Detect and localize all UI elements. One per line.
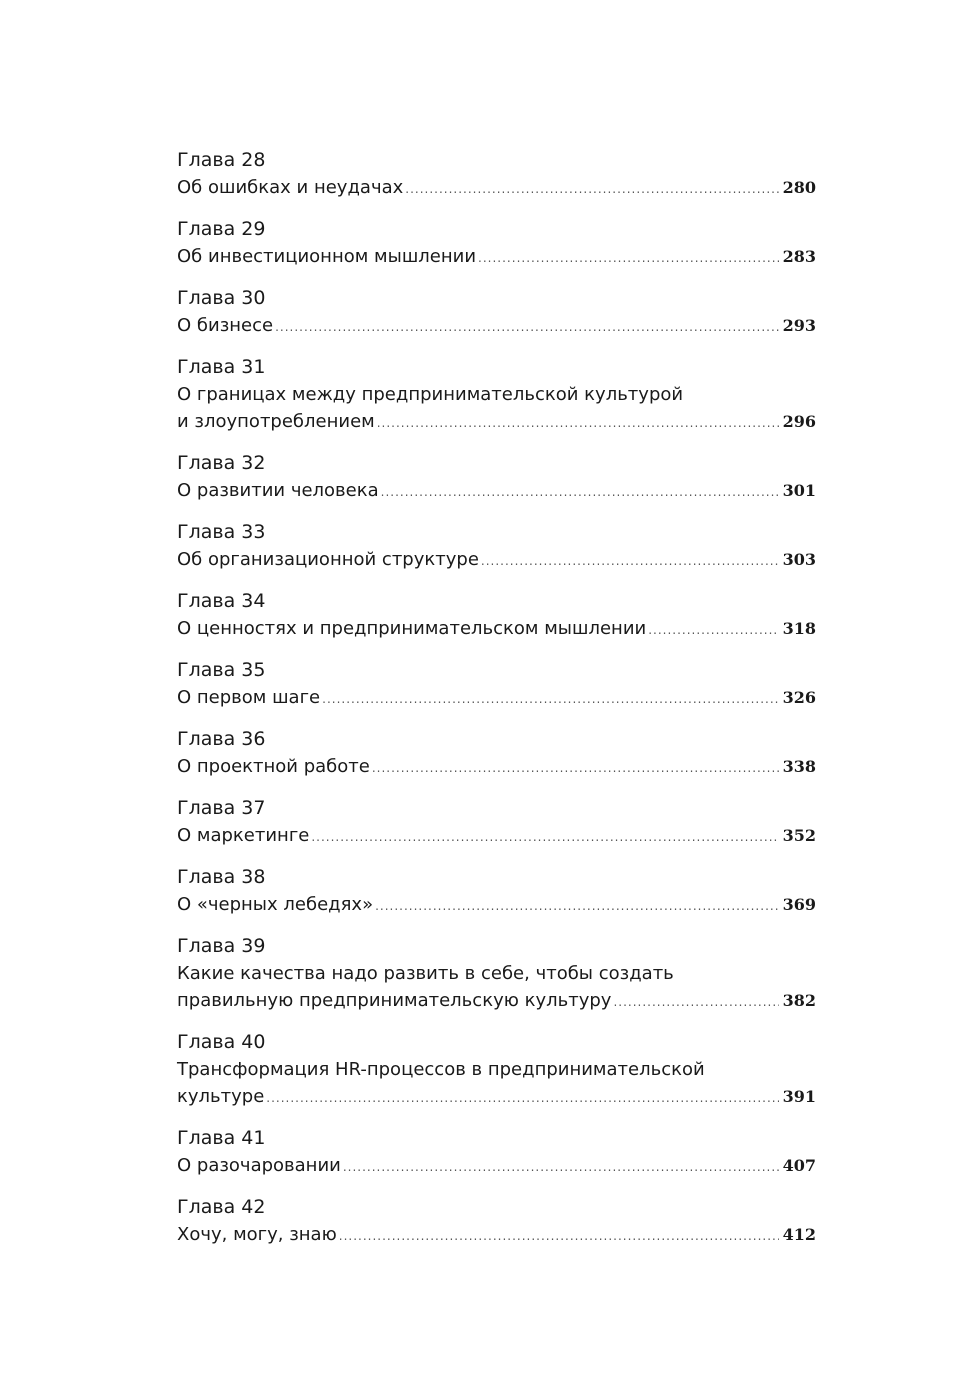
toc-entry[interactable] (177, 864, 816, 918)
dot-leader (322, 686, 778, 713)
chapter-title: Об организационной структуре (177, 549, 479, 570)
chapter-title: Об инвестиционном мышлении (177, 246, 477, 267)
page-number: 391 (782, 1087, 816, 1106)
chapter-title-line (177, 243, 816, 270)
page-number: 301 (782, 481, 816, 500)
chapter-title-first-line: Какие качества надо развить в себе, чтобы создать (177, 963, 674, 984)
toc-entry[interactable] (177, 933, 816, 1014)
chapter-number: Глава 39 (177, 935, 266, 957)
chapter-number: Глава 42 (177, 1196, 266, 1218)
toc-entry[interactable] (177, 726, 816, 780)
chapter-title-first-line: Трансформация HR-процессов в предпринимательской (177, 1059, 705, 1080)
dot-leader (405, 176, 778, 203)
dot-leader (613, 989, 778, 1016)
chapter-number: Глава 41 (177, 1127, 266, 1149)
page-number: 293 (782, 316, 816, 335)
chapter-title-line (177, 174, 816, 201)
dot-leader (481, 548, 779, 575)
toc-entry[interactable] (177, 795, 816, 849)
chapter-title: О «черных лебедях» (177, 894, 374, 915)
dot-leader (375, 893, 779, 920)
page-number: 303 (782, 550, 816, 569)
chapter-title-line (177, 615, 816, 642)
page-number: 382 (782, 991, 816, 1010)
chapter-number: Глава 28 (177, 149, 266, 171)
chapter-title-line (177, 891, 816, 918)
toc-entry[interactable] (177, 147, 816, 201)
page-number: 318 (782, 619, 816, 638)
toc-entry[interactable] (177, 1194, 816, 1248)
dot-leader (275, 314, 779, 341)
dot-leader (339, 1223, 779, 1250)
chapter-title: О проектной работе (177, 756, 370, 777)
page-number: 412 (782, 1225, 816, 1244)
toc-entry[interactable] (177, 1125, 816, 1179)
chapter-title-line (177, 312, 816, 339)
chapter-number: Глава 32 (177, 452, 266, 474)
chapter-title-line (177, 1152, 816, 1179)
chapter-title: культуре (177, 1086, 265, 1107)
page-number: 280 (782, 178, 816, 197)
chapter-title: О бизнесе (177, 315, 274, 336)
page-number: 338 (782, 757, 816, 776)
toc-entry[interactable] (177, 588, 816, 642)
table-of-contents (177, 147, 816, 1263)
chapter-title-line (177, 477, 816, 504)
page-number: 407 (782, 1156, 816, 1175)
toc-entry[interactable] (177, 285, 816, 339)
chapter-title-line (177, 987, 816, 1014)
chapter-title: Об ошибках и неудачах (177, 177, 404, 198)
chapter-number: Глава 38 (177, 866, 266, 888)
dot-leader (311, 824, 778, 851)
toc-entry[interactable] (177, 354, 816, 435)
chapter-title: Хочу, могу, знаю (177, 1224, 337, 1245)
dot-leader (372, 755, 779, 782)
chapter-title: О первом шаге (177, 687, 321, 708)
chapter-title: О развитии человека (177, 480, 379, 501)
chapter-title: и злоупотреблением (177, 411, 375, 432)
page-number: 352 (782, 826, 816, 845)
chapter-number: Глава 29 (177, 218, 266, 240)
chapter-title-line (177, 1083, 816, 1110)
chapter-number: Глава 34 (177, 590, 266, 612)
dot-leader (266, 1085, 778, 1112)
chapter-title-first-line: О границах между предпринимательской культурой (177, 384, 684, 405)
chapter-number: Глава 40 (177, 1031, 266, 1053)
chapter-title-line (177, 822, 816, 849)
dot-leader (648, 617, 778, 644)
page-number: 369 (782, 895, 816, 914)
dot-leader (381, 479, 779, 506)
chapter-title-line (177, 546, 816, 573)
chapter-number: Глава 33 (177, 521, 266, 543)
chapter-title-line (177, 753, 816, 780)
page-number: 296 (782, 412, 816, 431)
chapter-number: Глава 35 (177, 659, 266, 681)
chapter-number: Глава 37 (177, 797, 266, 819)
toc-entry[interactable] (177, 657, 816, 711)
chapter-number: Глава 36 (177, 728, 266, 750)
toc-entry[interactable] (177, 450, 816, 504)
toc-entry[interactable] (177, 1029, 816, 1110)
chapter-title-line (177, 684, 816, 711)
toc-entry[interactable] (177, 519, 816, 573)
dot-leader (478, 245, 779, 272)
page-number: 283 (782, 247, 816, 266)
dot-leader (343, 1154, 779, 1181)
dot-leader (377, 410, 779, 437)
chapter-title: правильную предпринимательскую культуру (177, 990, 612, 1011)
chapter-title-line (177, 1221, 816, 1248)
chapter-title: О разочаровании (177, 1155, 341, 1176)
chapter-title: О маркетинге (177, 825, 310, 846)
chapter-number: Глава 30 (177, 287, 266, 309)
chapter-number: Глава 31 (177, 356, 266, 378)
chapter-title-line (177, 408, 816, 435)
toc-entry[interactable] (177, 216, 816, 270)
page-number: 326 (782, 688, 816, 707)
chapter-title: О ценностях и предпринимательском мышлении (177, 618, 647, 639)
